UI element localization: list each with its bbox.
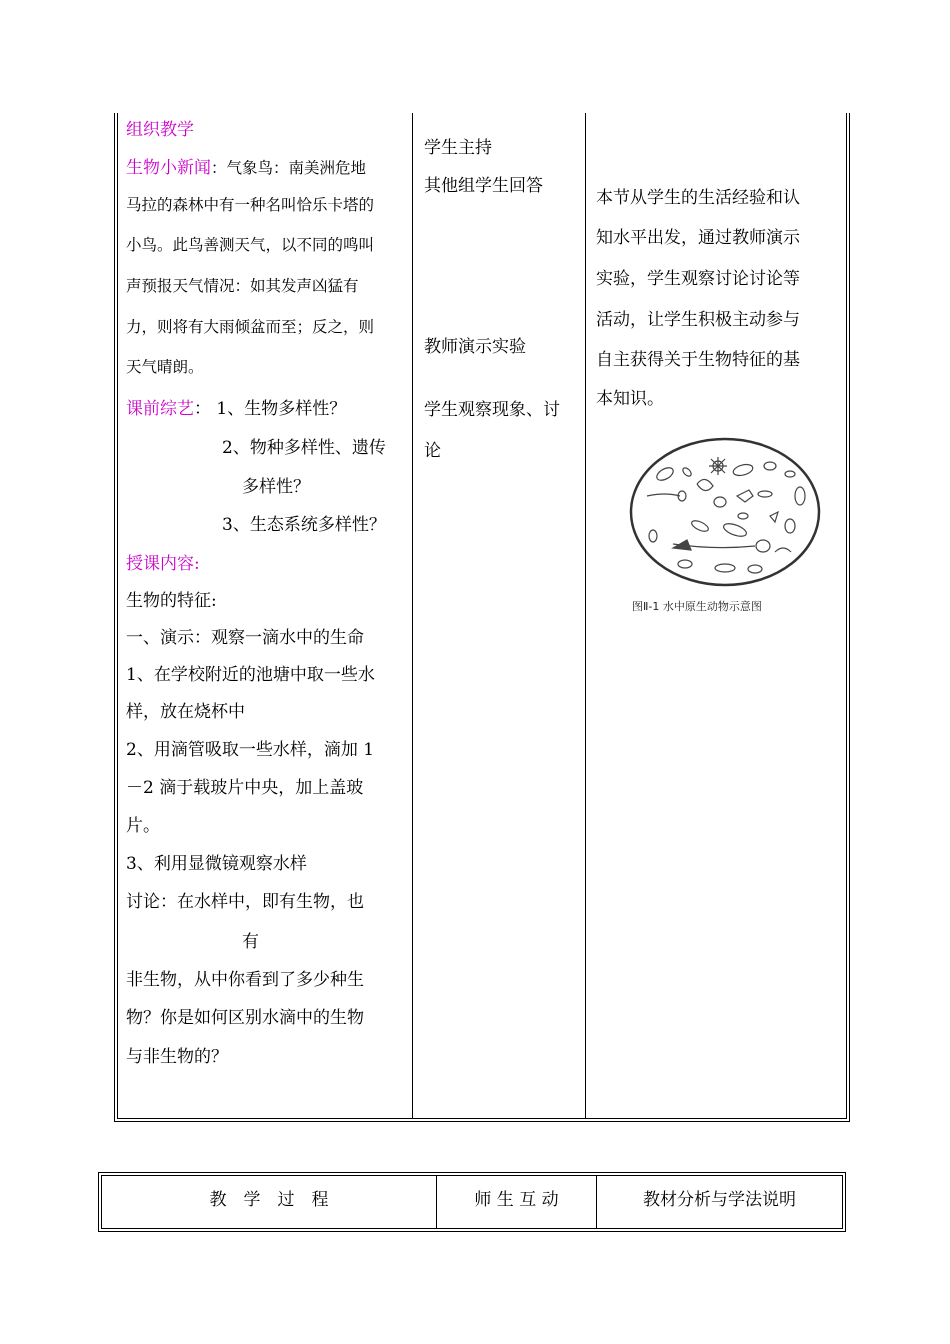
review-item: 多样性？: [242, 477, 310, 497]
news-label: 生物小新闻: [126, 158, 211, 178]
column-divider: [585, 113, 586, 1118]
interaction-line: 学生观察现象、讨: [424, 400, 560, 420]
analysis-line: 自主获得关于生物特征的基: [596, 350, 800, 370]
interaction-line: 其他组学生回答: [424, 176, 543, 196]
interaction-line: 论: [424, 441, 441, 461]
body-line: 与非生物的？: [126, 1047, 228, 1067]
analysis-line: 活动，让学生积极主动参与: [596, 310, 800, 330]
body-line: 片。: [126, 816, 160, 836]
review-item: 3、生态系统多样性？: [222, 515, 386, 535]
interaction-line: 教师演示实验: [424, 337, 526, 357]
content-label: 授课内容:: [126, 554, 200, 574]
lesson-table: [114, 113, 850, 1122]
analysis-line: 知水平出发，通过教师演示: [596, 228, 800, 248]
section-heading: 组织教学: [126, 120, 194, 140]
header-teaching-process: 教 学 过 程: [209, 1190, 329, 1210]
header-table: [98, 1172, 846, 1232]
analysis-line: 本知识。: [596, 389, 664, 409]
news-line: 力，则将有大雨倾盆而至；反之，则: [126, 318, 375, 336]
news-line: 天气晴朗。: [126, 358, 204, 376]
news-line: 声预报天气情况：如其发声凶猛有: [126, 277, 359, 295]
body-line: 物？你是如何区别水滴中的生物: [126, 1008, 364, 1028]
review-label: 课前综艺: [126, 399, 194, 419]
news-line: 小鸟。此鸟善测天气，以不同的鸣叫: [126, 236, 375, 254]
body-line: 生物的特征:: [126, 591, 217, 611]
body-line: 讨论：在水样中，即有生物，也: [126, 892, 364, 912]
header-analysis: 教材分析与学法说明: [643, 1190, 796, 1210]
analysis-line: 本节从学生的生活经验和认: [596, 188, 800, 208]
column-divider: [412, 113, 413, 1118]
news-first-line: 生物小新闻：气象鸟：南美洲危地: [126, 158, 367, 178]
review-first-line: 课前综艺： 1、生物多样性？: [126, 399, 347, 419]
news-line: 马拉的森林中有一种名叫恰乐卡塔的: [126, 196, 375, 214]
body-line: 非生物，从中你看到了多少种生: [126, 970, 364, 990]
body-line: 2、用滴管吸取一些水样，滴加 1: [126, 740, 375, 760]
body-line: 1、在学校附近的池塘中取一些水: [126, 665, 375, 685]
protozoa-illustration: [625, 434, 825, 594]
body-line: －2 滴于载玻片中央，加上盖玻: [126, 778, 364, 798]
body-line: 一、演示：观察一滴水中的生命: [126, 628, 364, 648]
body-line: 样，放在烧杯中: [126, 702, 245, 722]
interaction-line: 学生主持: [424, 138, 492, 158]
body-line: 有: [242, 932, 259, 952]
analysis-line: 实验，学生观察讨论讨论等: [596, 269, 800, 289]
header-interaction: 师 生 互 动: [474, 1190, 559, 1210]
body-line: 3、利用显微镜观察水样: [126, 854, 307, 874]
review-item: 2、物种多样性、遗传: [222, 438, 386, 458]
figure-caption: 图Ⅱ-1 水中原生动物示意图: [632, 600, 762, 613]
